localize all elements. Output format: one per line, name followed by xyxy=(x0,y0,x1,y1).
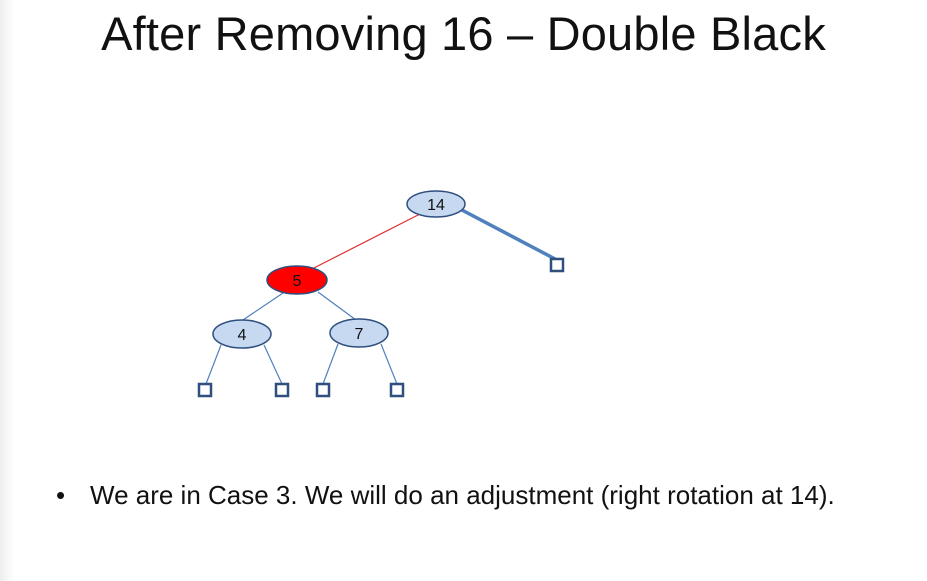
bullet-text: We are in Case 3. We will do an adjustment (right rotation at 14). xyxy=(90,480,835,510)
edge-4-null-left xyxy=(206,345,221,384)
tree-node-5 xyxy=(267,266,327,294)
edge-14-5 xyxy=(306,214,420,272)
edge-5-7 xyxy=(318,292,356,320)
edge-5-4 xyxy=(240,293,283,322)
null-leaf xyxy=(199,384,211,396)
tree-node-4 xyxy=(213,320,271,348)
null-leaf xyxy=(551,259,563,271)
edge-7-null-left xyxy=(323,344,338,384)
edge-7-null-right xyxy=(381,344,397,384)
edge-4-null-right xyxy=(264,345,282,384)
svg-text:14: 14 xyxy=(427,197,445,214)
svg-text:4: 4 xyxy=(237,327,247,344)
svg-text:5: 5 xyxy=(292,273,302,290)
null-leaf xyxy=(276,384,288,396)
edge-14-null-double-black xyxy=(460,209,557,260)
svg-text:7: 7 xyxy=(354,326,364,343)
bullet-symbol: • xyxy=(56,480,66,510)
tree-node-7 xyxy=(330,319,388,347)
null-leaf xyxy=(391,384,403,396)
null-leaf xyxy=(317,384,329,396)
slide-title: After Removing 16 – Double Black xyxy=(101,7,826,60)
tree-node-14 xyxy=(407,191,465,217)
bullet-point xyxy=(56,480,876,511)
